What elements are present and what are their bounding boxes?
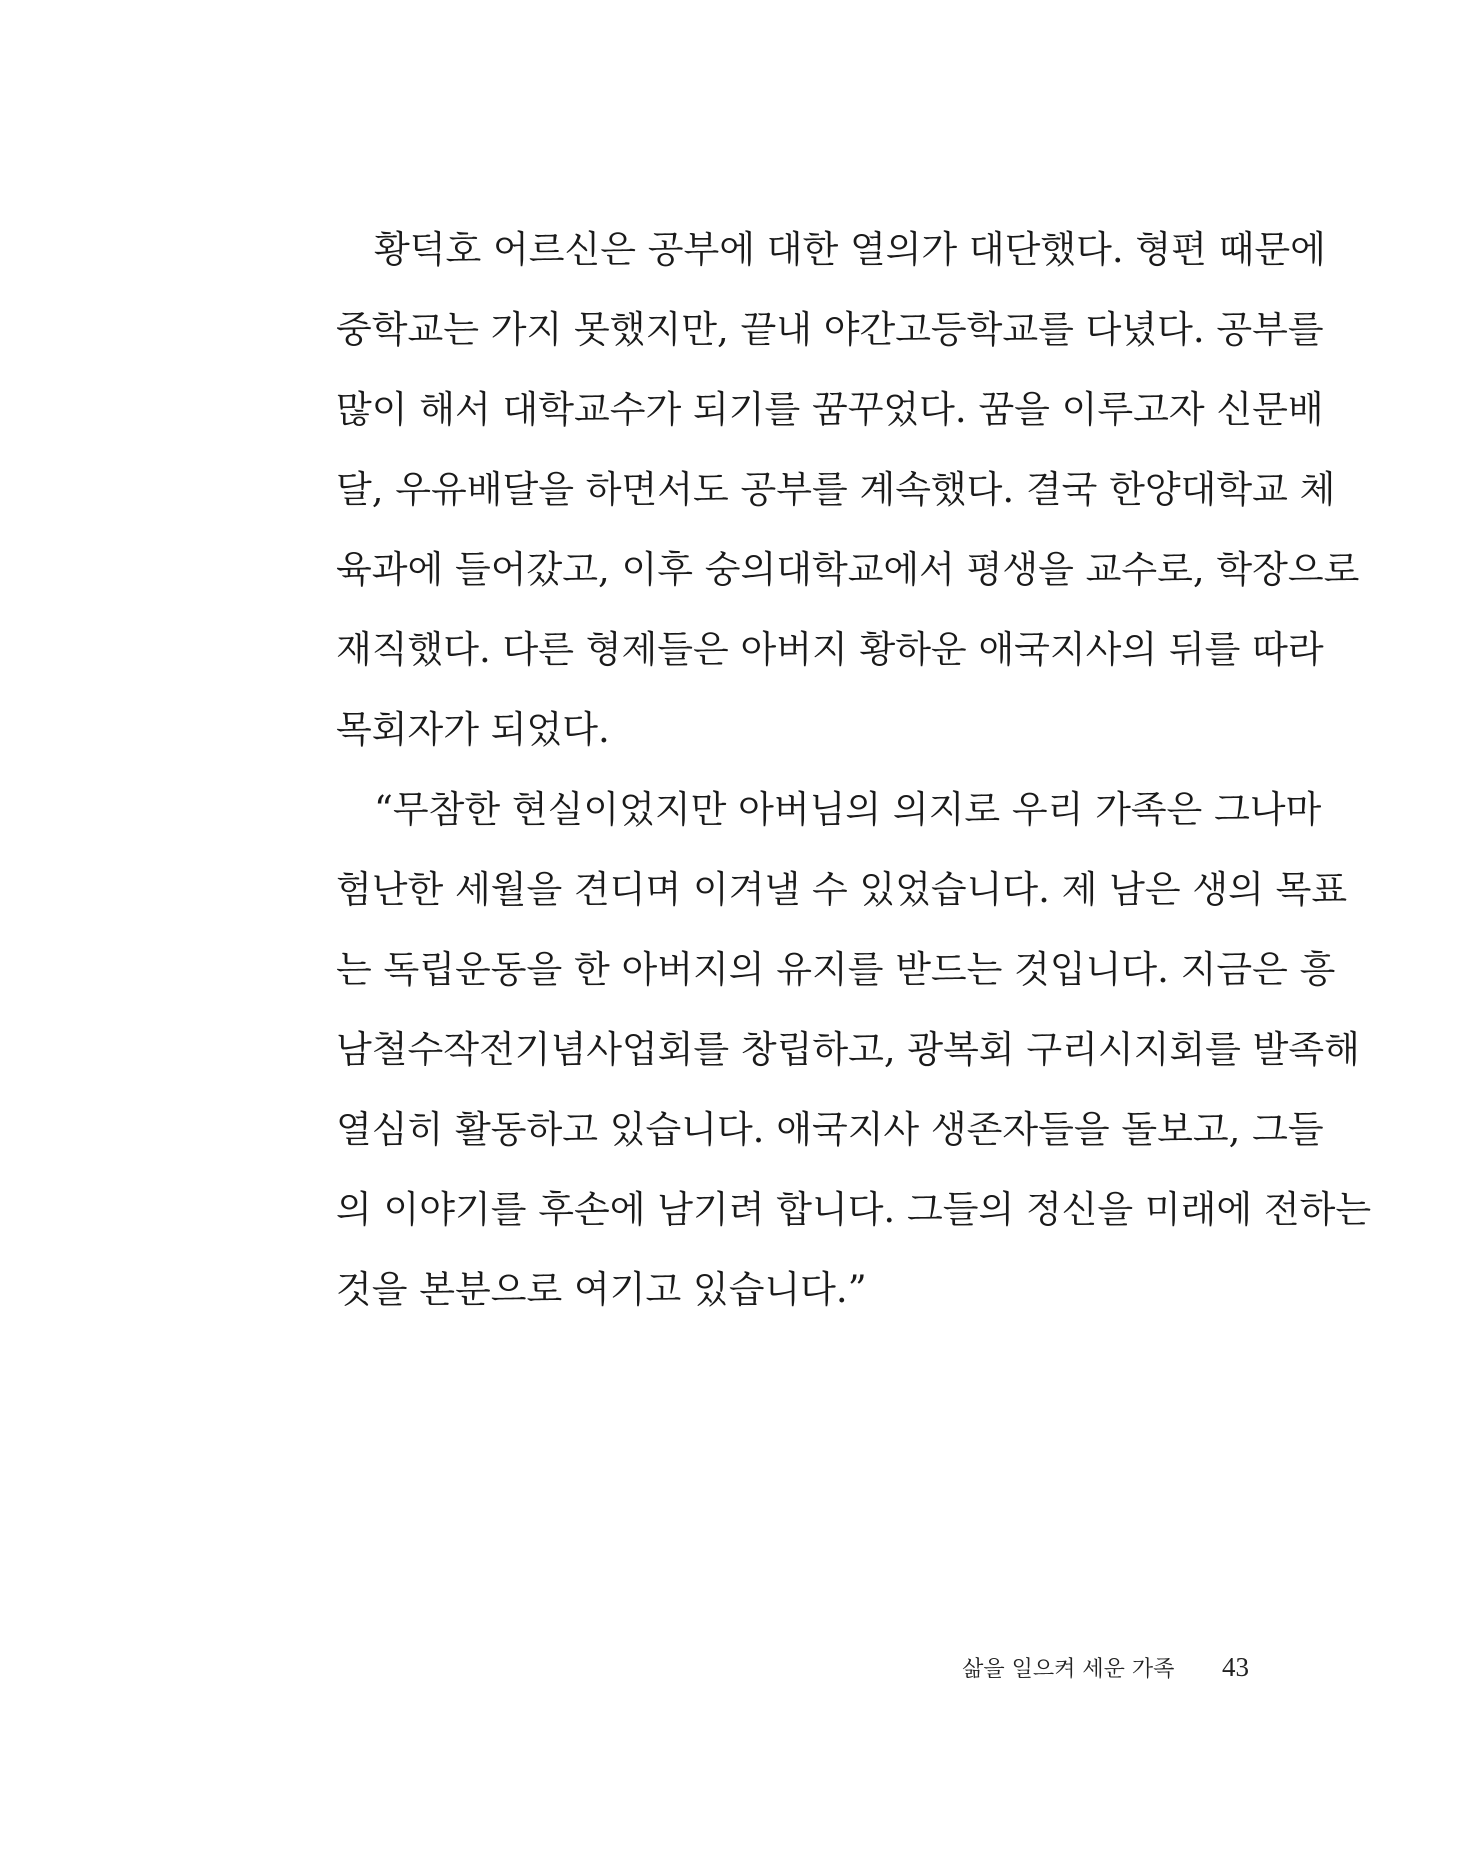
- paragraph-1-line-4: 달, 우유배달을 하면서도 공부를 계속했다. 결국 한양대학교 체: [336, 468, 1336, 511]
- paragraph-2-line-3: 는 독립운동을 한 아버지의 유지를 받드는 것입니다. 지금은 흥: [336, 948, 1336, 991]
- paragraph-2-line-4: 남철수작전기념사업회를 창립하고, 광복회 구리시지회를 발족해: [336, 1028, 1360, 1071]
- paragraph-2-line-7: 것을 본분으로 여기고 있습니다.”: [336, 1268, 867, 1311]
- paragraph-1-line-3: 많이 해서 대학교수가 되기를 꿈꾸었다. 꿈을 이루고자 신문배: [336, 388, 1324, 431]
- body-text: [336, 222, 1372, 1342]
- page-number: 43: [1222, 1652, 1249, 1682]
- paragraph-1-line-7: 목회자가 되었다.: [336, 708, 610, 751]
- paragraph-1-line-5: 육과에 들어갔고, 이후 숭의대학교에서 평생을 교수로, 학장으로: [336, 548, 1360, 591]
- paragraph-2-line-2: 험난한 세월을 견디며 이겨낼 수 있었습니다. 제 남은 생의 목표: [336, 868, 1348, 911]
- paragraph-2-line-5: 열심히 활동하고 있습니다. 애국지사 생존자들을 돌보고, 그들: [336, 1108, 1324, 1151]
- paragraph-2-line-6: 의 이야기를 후손에 남기려 합니다. 그들의 정신을 미래에 전하는: [336, 1188, 1372, 1231]
- paragraph-2-line-1: “무참한 현실이었지만 아버님의 의지로 우리 가족은 그나마: [374, 788, 1322, 831]
- paragraph-1-line-1: 황덕호 어르신은 공부에 대한 열의가 대단했다. 형편 때문에: [374, 228, 1326, 271]
- paragraph-1-line-2: 중학교는 가지 못했지만, 끝내 야간고등학교를 다녔다. 공부를: [336, 308, 1324, 351]
- page-footer: [962, 1652, 1249, 1683]
- paragraph-1-line-6: 재직했다. 다른 형제들은 아버지 황하운 애국지사의 뒤를 따라: [336, 628, 1324, 671]
- running-title: 삶을 일으켜 세운 가족: [962, 1657, 1175, 1682]
